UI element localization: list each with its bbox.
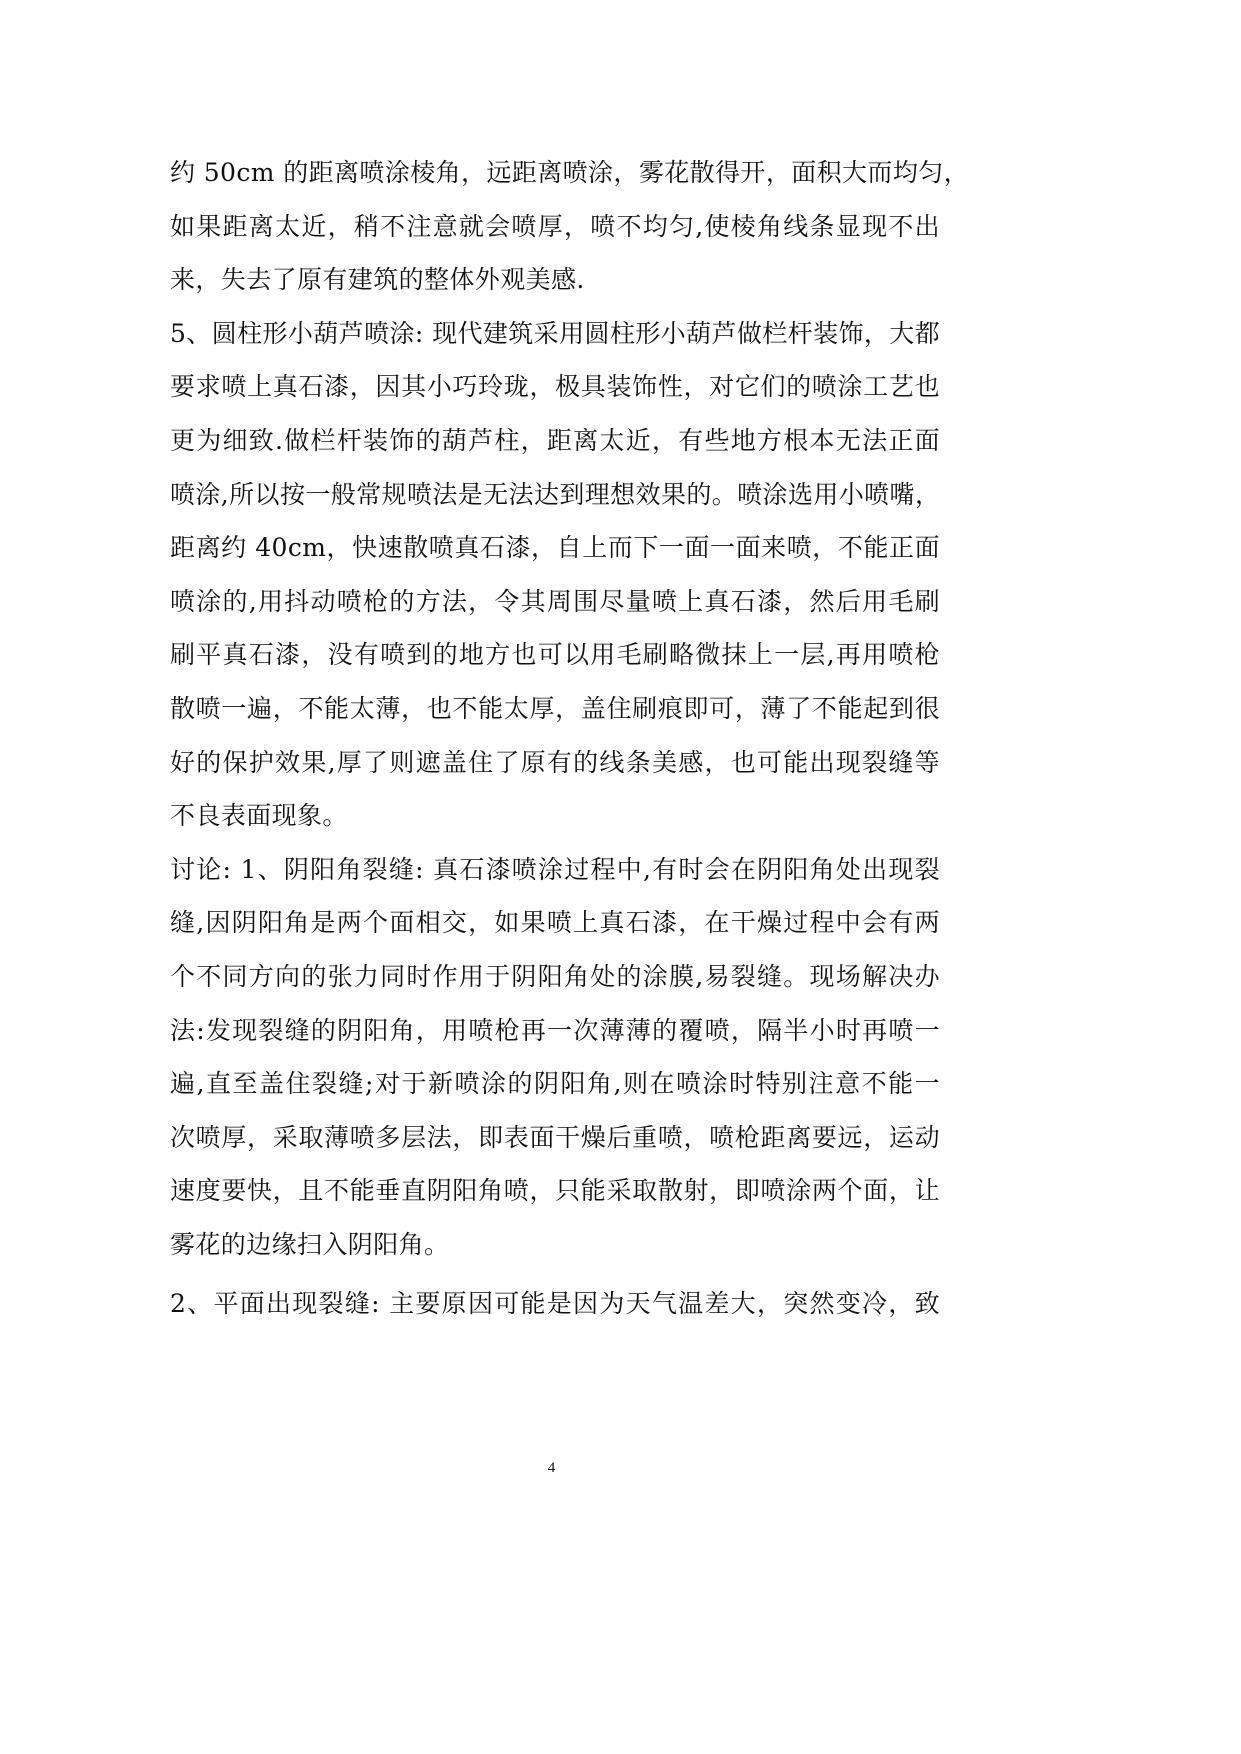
text-line: 更为细致.做栏杆装饰的葫芦柱，距离太近，有些地方根本无法正面 [170,425,940,455]
text-line: 好的保护效果,厚了则遮盖住了原有的线条美感，也可能出现裂缝等 [170,747,940,777]
text-line: 如果距离太近，稍不注意就会喷厚，喷不均匀,使棱角线条显现不出 [170,211,940,241]
text-line: 5、圆柱形小葫芦喷涂: 现代建筑采用圆柱形小葫芦做栏杆装饰，大都 [170,318,941,348]
body-text [170,146,970,1331]
text-line: 来，失去了原有建筑的整体外观美感. [170,265,585,295]
text-line: 刷平真石漆，没有喷到的地方也可以用毛刷略微抹上一层,再用喷枪 [170,640,940,670]
text-line: 散喷一遍，不能太薄，也不能太厚，盖住刷痕即可，薄了不能起到很 [170,693,940,723]
text-line: 遍,直至盖住裂缝;对于新喷涂的阴阳角,则在喷涂时特别注意不能一 [170,1069,940,1099]
text-line: 法:发现裂缝的阴阳角，用喷枪再一次薄薄的覆喷，隔半小时再喷一 [170,1015,940,1045]
text-line: 讨论: 1、阴阳角裂缝: 真石漆喷涂过程中,有时会在阴阳角处出现裂 [170,854,940,884]
text-line: 速度要快，且不能垂直阴阳角喷，只能采取散射，即喷涂两个面，让 [170,1176,940,1206]
text-line: 约 50cm 的距离喷涂棱角，远距离喷涂，雾花散得开，面积大而均匀， [170,158,970,187]
text-line: 雾花的边缘扫入阴阳角。 [170,1229,450,1259]
text-line: 个不同方向的张力同时作用于阴阳角处的涂膜,易裂缝。现场解决办 [170,961,940,991]
text-line: 距离约 40cm，快速散喷真石漆，自上而下一面一面来喷，不能正面 [170,533,940,563]
text-line: 不良表面现象。 [170,801,348,831]
text-line: 喷涂的,用抖动喷枪的方法，令其周围尽量喷上真石漆，然后用毛刷 [170,586,940,616]
text-line: 喷涂,所以按一般常规喷法是无法达到理想效果的。喷涂选用小喷嘴， [170,479,941,509]
text-line: 缝,因阴阳角是两个面相交，如果喷上真石漆，在干燥过程中会有两 [170,908,940,938]
text-line: 次喷厚，采取薄喷多层法，即表面干燥后重喷，喷枪距离要远，运动 [170,1122,940,1152]
text-line: 2、平面出现裂缝: 主要原因可能是因为天气温差大，突然变冷，致 [170,1289,940,1319]
text-line: 要求喷上真石漆，因其小巧玲珑，极具装饰性，对它们的喷涂工艺也 [170,372,940,402]
page-number: 4 [547,1460,556,1476]
